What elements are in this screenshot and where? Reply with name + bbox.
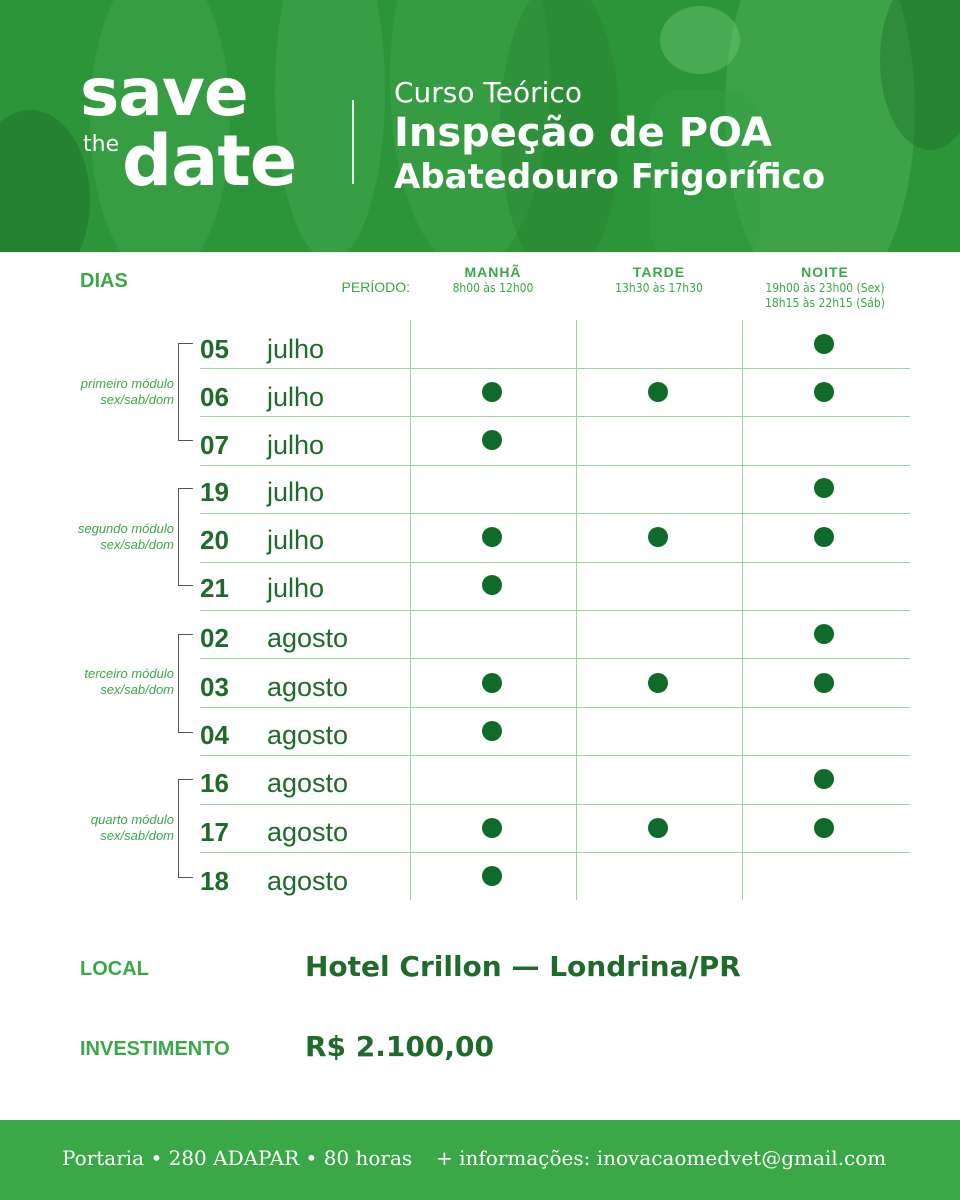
module-bracket <box>178 779 193 878</box>
course-title-block <box>394 76 825 198</box>
session-dot-tarde <box>648 673 668 693</box>
period-name: MANHÃ <box>464 264 522 280</box>
date-word: date <box>122 120 297 202</box>
course-subtitle: Curso Teórico <box>394 76 582 109</box>
row-month: julho <box>267 573 325 603</box>
module-name: terceiro módulo <box>84 666 174 681</box>
session-dot-noite <box>814 334 834 354</box>
session-dot-manha <box>482 430 502 450</box>
course-title-line1: Inspeção de POA <box>394 110 772 156</box>
row-day: 04 <box>200 720 229 750</box>
period-name: NOITE <box>801 264 849 280</box>
period-name: TARDE <box>632 264 686 280</box>
module-bracket <box>178 488 193 586</box>
footer-contact: + informações: inovacaomedvet@gmail.com <box>436 1146 887 1170</box>
row-month: julho <box>267 477 325 507</box>
module-days: sex/sab/dom <box>100 682 174 697</box>
period-time: 13h30 às 17h30 <box>615 281 703 295</box>
session-dot-manha <box>482 575 502 595</box>
module-label-1 <box>40 376 174 408</box>
row-day: 19 <box>200 477 229 507</box>
session-dot-manha <box>482 527 502 547</box>
grid-hline <box>200 416 910 417</box>
session-dot-manha <box>482 721 502 741</box>
row-month: agosto <box>267 768 349 798</box>
period-time-sexta: 19h00 às 23h00 (Sex) <box>765 281 885 295</box>
module-label-2 <box>40 521 174 553</box>
footer-portaria: Portaria • 280 ADAPAR • 80 horas <box>62 1146 413 1170</box>
module-label-4 <box>40 812 174 844</box>
session-dot-manha <box>482 866 502 886</box>
row-month: agosto <box>267 866 349 896</box>
investimento-label: INVESTIMENTO <box>80 1038 230 1060</box>
row-day: 21 <box>200 573 229 603</box>
row-day: 06 <box>200 382 229 412</box>
session-dot-noite <box>814 527 834 547</box>
row-day: 03 <box>200 672 229 702</box>
period-header-manha <box>410 263 576 296</box>
grid-hline <box>200 368 910 369</box>
session-dot-manha <box>482 382 502 402</box>
session-dot-noite <box>814 818 834 838</box>
row-month: agosto <box>267 817 349 847</box>
row-month: agosto <box>267 623 349 653</box>
module-bracket <box>178 343 193 441</box>
session-dot-tarde <box>648 382 668 402</box>
save-word: save <box>80 54 248 131</box>
period-time: 8h00 às 12h00 <box>452 281 534 295</box>
row-day: 18 <box>200 866 229 896</box>
session-dot-noite <box>814 673 834 693</box>
session-dot-tarde <box>648 527 668 547</box>
module-name: segundo módulo <box>77 521 174 536</box>
module-days: sex/sab/dom <box>100 392 174 407</box>
session-dot-tarde <box>648 818 668 838</box>
grid-hline <box>200 707 910 708</box>
module-days: sex/sab/dom <box>100 537 174 552</box>
periodo-label: PERÍODO: <box>341 279 410 295</box>
module-name: primeiro módulo <box>80 376 174 391</box>
session-dot-noite <box>814 382 834 402</box>
row-month: julho <box>267 382 325 412</box>
module-bracket <box>178 634 193 733</box>
grid-hline <box>200 513 910 514</box>
row-day: 17 <box>200 817 229 847</box>
row-month: julho <box>267 430 325 460</box>
grid-hline <box>200 804 910 805</box>
grid-hline <box>200 610 910 611</box>
grid-hline <box>200 658 910 659</box>
row-month: julho <box>267 334 325 364</box>
row-day: 16 <box>200 768 229 798</box>
grid-hline <box>200 755 910 756</box>
row-day: 05 <box>200 334 229 364</box>
period-header-tarde <box>576 263 742 296</box>
session-dot-noite <box>814 769 834 789</box>
grid-hline <box>200 562 910 563</box>
session-dot-noite <box>814 478 834 498</box>
course-title-line2: Abatedouro Frigorífico <box>394 157 826 197</box>
module-label-3 <box>40 666 174 698</box>
row-month: agosto <box>267 672 349 702</box>
period-time-sabado: 18h15 às 22h15 (Sáb) <box>765 296 885 310</box>
module-days: sex/sab/dom <box>100 828 174 843</box>
investimento-value: R$ 2.100,00 <box>305 1030 494 1063</box>
the-word: the <box>83 132 120 157</box>
save-the-date-logo <box>80 54 320 210</box>
module-name: quarto módulo <box>90 812 174 827</box>
row-day: 02 <box>200 623 229 653</box>
hero-divider <box>352 100 354 184</box>
grid-hline <box>200 852 910 853</box>
session-dot-manha <box>482 818 502 838</box>
local-value: Hotel Crillon — Londrina/PR <box>305 950 741 983</box>
session-dot-manha <box>482 673 502 693</box>
grid-hline <box>200 465 910 466</box>
hero-banner <box>0 0 960 252</box>
row-day: 20 <box>200 525 229 555</box>
local-label: LOCAL <box>80 958 149 980</box>
session-dot-noite <box>814 624 834 644</box>
row-day: 07 <box>200 430 229 460</box>
row-month: agosto <box>267 720 349 750</box>
row-month: julho <box>267 525 325 555</box>
dias-label: DIAS <box>80 270 128 292</box>
period-header-noite <box>742 263 908 311</box>
